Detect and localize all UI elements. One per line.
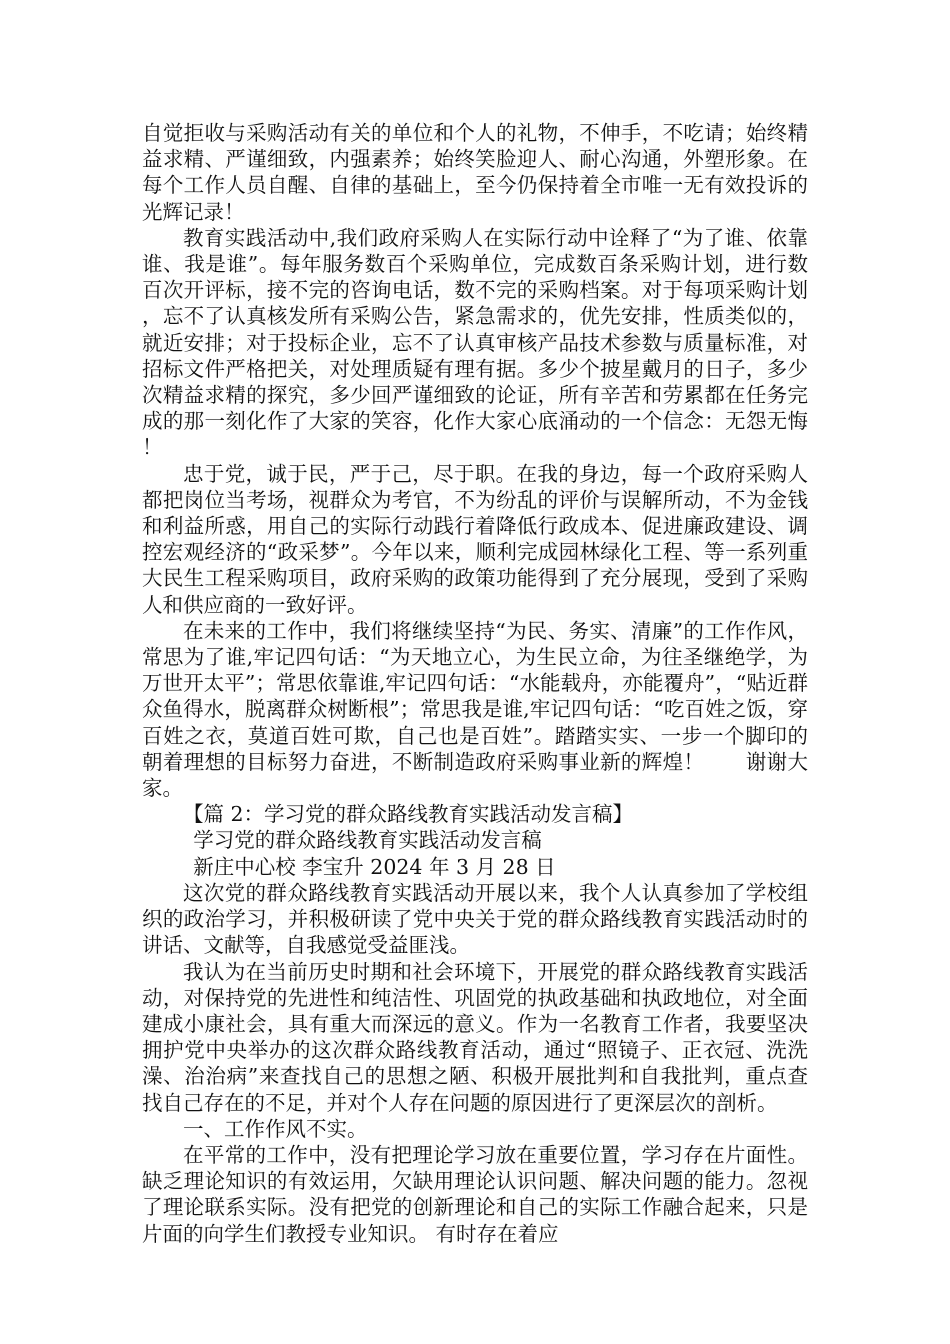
heading-work-style: 一、工作作风不实。	[183, 1116, 368, 1141]
paragraph-future-work: 在未来的工作中，我们将继续坚持“为民、务实、清廉”的工作作风，常思为了谁,牢记四句话：“为天地立心，为生民立命，为往圣继绝学，为万世开太平”；常思依靠谁,牢记四句话：“水能载舟，亦能覆舟”，“贴近群众鱼得水，脱离群众树断根”；常思我是谁,牢记四句话：“吃百姓之饭，穿百姓之衣，莫道百姓可欺，自己也是百姓”。踏踏实实、一步一个脚印的朝着理想的目标努力奋进，不断制造政府采购事业新的辉煌！ 谢谢大家。	[142, 618, 808, 801]
speech-author-date: 新庄中心校 李宝升 2024 年 3 月 28 日	[193, 854, 556, 879]
paragraph-significance: 我认为在当前历史时期和社会环境下，开展党的群众路线教育实践活动，对保持党的先进性和纯洁性、巩固党的执政基础和执政地位，对全面建成小康社会，具有重大而深远的意义。作为一名教育工作者，我要坚决拥护党中央举办的这次群众路线教育活动，通过“照镜子、正衣冠、洗洗澡、治治病”来查找自己的思想之陋、积极开展批判和自我批判，重点查找自己存在的不足，并对个人存在问题的原因进行了更深层次的剖析。	[142, 959, 808, 1115]
section-title-chapter-2: 【篇 2：学习党的群众路线教育实践活动发言稿】	[183, 802, 634, 827]
paragraph-education-practice: 教育实践活动中,我们政府采购人在实际行动中诠释了“为了谁、依靠谁、我是谁”。每年服务数百个采购单位，完成数百条采购计划，进行数百次开评标，接不完的咨询电话，数不完的采购档案。对于每项采购计划，忘不了认真核发所有采购公告，紧急需求的，优先安排，性质类似的，就近安排；对于投标企业，忘不了认真审核产品技术参数与质量标准，对招标文件严格把关，对处理质疑有理有据。多少个披星戴月的日子，多少次精益求精的探究，多少回严谨细致的论证，所有辛苦和劳累都在任务完成的那一刻化作了大家的笑容，化作大家心底涌动的一个信念：无怨无悔！	[142, 225, 808, 460]
paragraph-since-launch: 这次党的群众路线教育实践活动开展以来，我个人认真参加了学校组织的政治学习，并积极研读了党中央关于党的群众路线教育实践活动时的讲话、文献等，自我感觉受益匪浅。	[142, 880, 808, 958]
paragraph-loyalty: 忠于党，诚于民，严于己，尽于职。在我的身边，每一个政府采购人都把岗位当考场，视群众为考官，不为纷乱的评价与误解所动，不为金钱和利益所惑，用自己的实际行动践行着降低行政成本、促进廉政建设、调控宏观经济的“政采梦”。今年以来，顺利完成园林绿化工程、等一系列重大民生工程采购项目，政府采购的政策功能得到了充分展现，受到了采购人和供应商的一致好评。	[142, 461, 808, 617]
paragraph-daily-work: 在平常的工作中，没有把理论学习放在重要位置，学习存在片面性。缺乏理论知识的有效运用，欠缺用理论认识问题、解决问题的能力。忽视了理论联系实际。没有把党的创新理论和自己的实际工作融合起来，只是片面的向学生们教授专业知识。 有时存在着应	[142, 1142, 808, 1246]
speech-title: 学习党的群众路线教育实践活动发言稿	[193, 828, 542, 853]
document-body	[142, 120, 808, 1247]
paragraph-gift-refusal: 自觉拒收与采购活动有关的单位和个人的礼物，不伸手，不吃请；始终精益求精、严谨细致，内强素养；始终笑脸迎人、耐心沟通，外塑形象。在每个工作人员自醒、自律的基础上，至今仍保持着全市唯一无有效投诉的光辉记录！	[142, 121, 808, 224]
